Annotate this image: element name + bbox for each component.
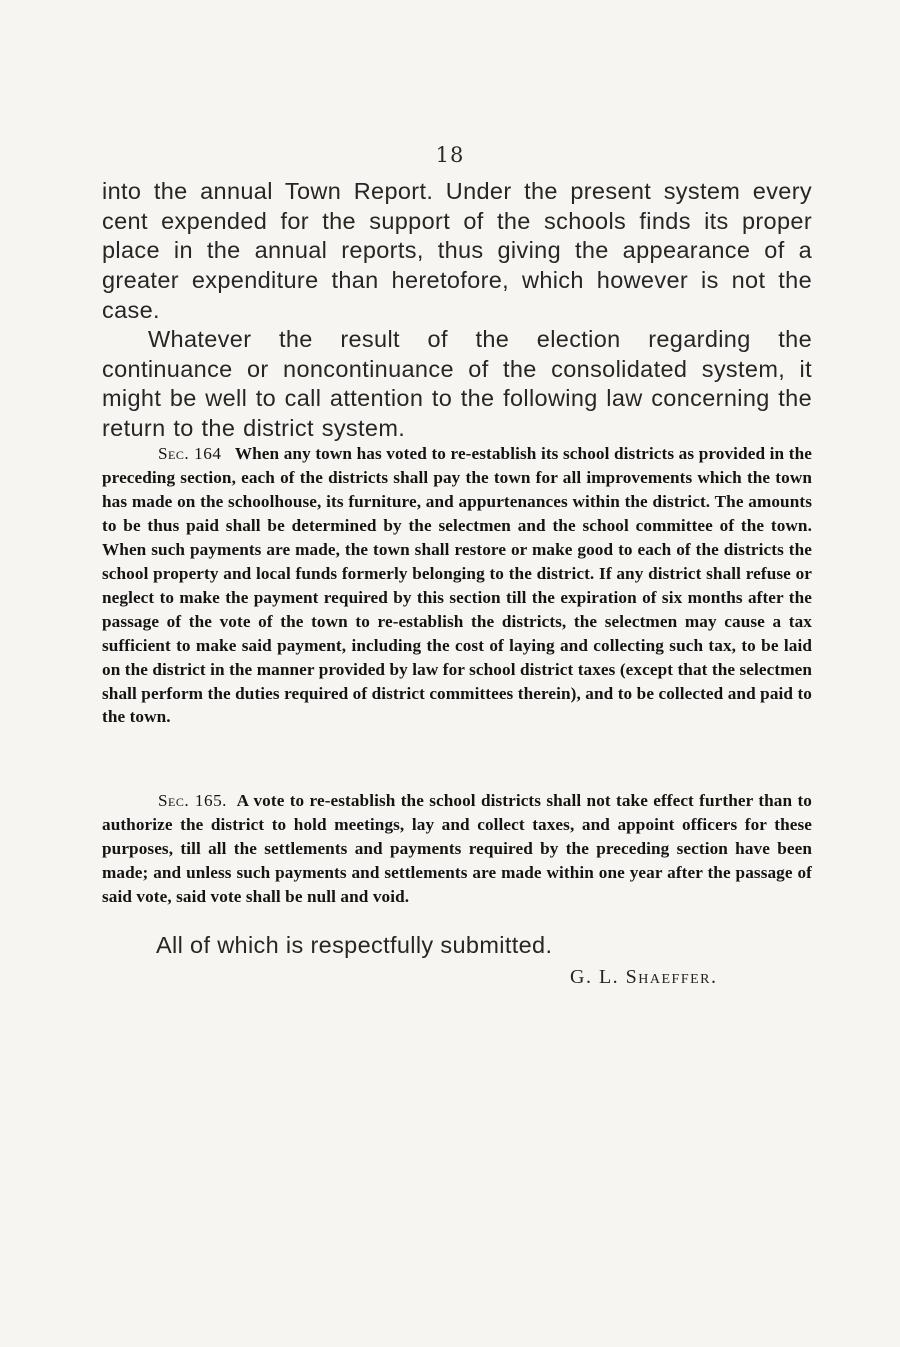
closing-line: All of which is respectfully submitted. [156,932,553,958]
law-section-164 [102,442,812,729]
section-text: When any town has voted to re-establish its school districts as provided in the preceding section, each of the districts shall pay the town for all improvements which the town has made on the schoolhouse, its furniture, and appurtenances within the district. The amounts to be thus paid shall be determined by the selectmen and the school committee of the town. When such payments are made, the town shall restore or make good to each of the districts the school property and local funds formerly belonging to the district. If any district shall refuse or neglect to make the payment required by this section till the expiration of six months after the passage of the vote of the town to re-establish the districts, the selectmen may cause a tax sufficient to make said payment, including the cost of laying and collecting such tax, to be laid on the district in the manner provided by law for school district taxes (except that the selectmen shall perform the duties required of district committees therein), and to be collected and paid to the town. [102,444,812,727]
section-text: A vote to re-establish the school districts shall not take effect further than to authorize the district to hold meetings, lay and collect taxes, and appoint officers for these purposes, till all the settlements and payments required by the preceding section have been made; and unless such payments and settlements are made within one year after the passage of said vote, said vote shall be null and void. [102,791,812,906]
section-label: Sec. 164 [158,444,222,463]
page-number: 18 [435,143,465,167]
body-paragraph-continuation: into the annual Town Report. Under the present system every cent expended for the support of the schools finds its proper place in the annual reports, thus giving the appearance of a greater expenditure than heretofore, which however is not the case. [102,178,812,323]
section-label: Sec. 165. [158,791,227,810]
body-paragraph-election: Whatever the result of the election regarding the continuance or noncontinuance of the consolidated system, it might be well to call attention to the following law concerning the return to the district system. [102,326,812,442]
law-section-165 [102,789,812,909]
signature: G. L. Shaeffer. [570,966,718,988]
